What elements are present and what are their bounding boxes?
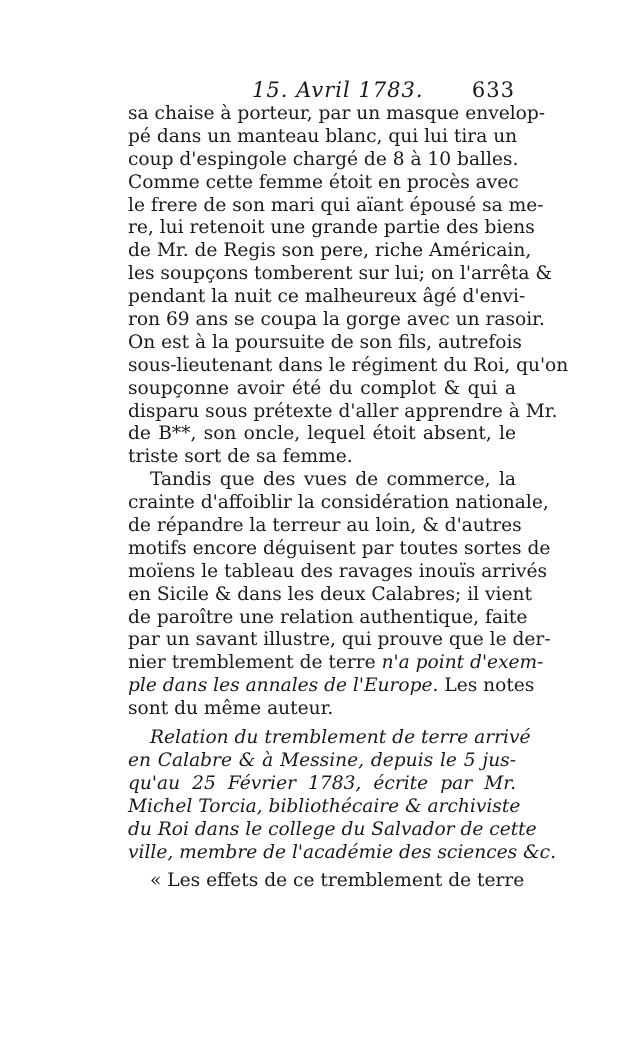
text-fragment: nier tremblement de terre [128,652,376,674]
page-number: 633 [471,78,515,102]
paragraph-quote-start [128,870,525,893]
text-line: en Sicile & dans les deux Calabres; il vient [128,583,532,605]
body-text [128,103,569,893]
text-line: triste sort de sa femme. [128,446,353,468]
text-line: « Les effets de ce tremblement de terre [150,870,525,892]
text-line: de B**, son oncle, lequel étoit absent, le [128,423,516,445]
text-line: crainte d'affoiblir la considération nationale, [128,492,549,514]
text-line: Tandis que des vues de commerce, la [150,469,516,491]
page-header [130,78,515,104]
text-line: par un savant illustre, qui prouve que le der- [128,629,551,651]
text-line: de Mr. de Regis son pere, riche Américain, [128,240,532,262]
text-line: de paroître une relation authentique, faite [128,606,528,628]
text-fragment: Les notes [444,675,535,697]
text-line: les soupçons tomberent sur lui; on l'arrêta & [128,263,552,285]
italic-phrase: n'a point d'exem- [381,652,544,674]
text-line: re, lui retenoit une grande partie des biens [128,217,535,239]
relation-title [128,727,556,864]
text-line: coup d'espingole chargé de 8 à 10 balles. [128,148,519,170]
running-head: 15. Avril 1783. [252,78,424,102]
text-line: Comme cette femme étoit en procès avec [128,171,519,193]
paragraph-continuation [128,103,569,469]
text-line: disparu sous prétexte d'aller apprendre à Mr. [128,400,558,422]
text-line: pendant la nuit ce malheureux âgé d'envi- [128,286,526,308]
text-line: qu'au 25 Février 1783, écrite par Mr. [128,772,516,794]
text-line: Relation du tremblement de terre arrivé [150,727,531,749]
text-line: pé dans un manteau blanc, qui lui tira un [128,125,518,147]
text-line: du Roi dans le college du Salvador de cette [128,818,537,840]
text-line: moïens le tableau des ravages inouïs arrivés [128,560,548,582]
text-line: soupçonne avoir été du complot & qui a [128,377,516,399]
text-line: de répandre la terreur au loin, & d'autres [128,515,522,537]
text-line: en Calabre & à Messine, depuis le 5 jus- [128,749,516,771]
text-line: le frere de son mari qui aïant épousé sa me- [128,194,544,216]
text-line: motifs encore déguisent par toutes sortes de [128,537,551,559]
text-line [128,675,535,698]
text-line: sous-lieutenant dans le régiment du Roi, qu'on [128,354,569,376]
italic-phrase: ple dans les annales de l'Europe. [128,675,439,697]
text-line: ville, membre de l'académie des sciences &c. [128,841,556,863]
text-line [128,652,544,675]
text-line: On est à la poursuite de son fils, autrefois [128,331,522,353]
text-line: Michel Torcia, bibliothécaire & archiviste [128,795,521,817]
text-line: ron 69 ans se coupa la gorge avec un rasoir. [128,309,545,331]
paragraph-commerce [128,469,551,721]
text-line: sont du même auteur. [128,698,334,720]
text-line: sa chaise à porteur, par un masque envelop- [128,103,546,124]
